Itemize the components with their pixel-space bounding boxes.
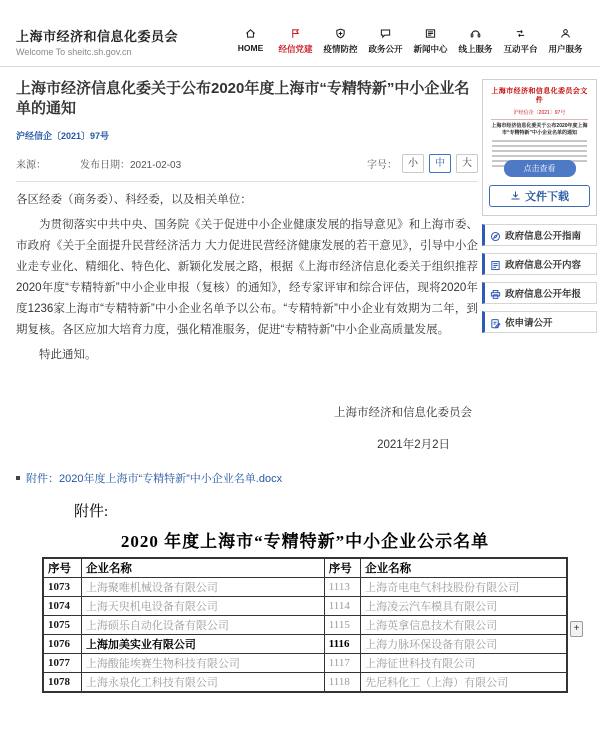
font-size-small-button[interactable]: 小 [402, 154, 424, 173]
table-row [43, 578, 567, 597]
row-no-left: 1077 [43, 654, 81, 673]
file-download-button[interactable] [489, 185, 590, 207]
company-name-right: 上海凌云汽车模具有限公司 [361, 597, 567, 616]
party-flag-icon [273, 28, 318, 41]
sidebar-link[interactable] [482, 311, 597, 333]
nav-item-label: 线上服务 [458, 44, 493, 54]
document-preview[interactable] [489, 87, 590, 167]
nav-item[interactable] [228, 28, 273, 55]
col-header-no-left: 序号 [43, 558, 81, 578]
main-nav [228, 28, 588, 55]
preview-text-line [492, 140, 587, 142]
table-row [43, 616, 567, 635]
signature-date: 2021年2月2日 [377, 439, 450, 451]
table-row [43, 597, 567, 616]
font-size-label: 字号： [367, 160, 397, 171]
sidebar-link-label: 政府信息公开年报 [505, 289, 582, 300]
apply-edit-icon [490, 316, 501, 328]
sidebar-link[interactable] [482, 282, 597, 304]
nav-item[interactable] [273, 28, 318, 55]
row-no-left: 1073 [43, 578, 81, 597]
table-title: 2020 年度上海市“专精特新”中小企业公示名单 [120, 532, 490, 551]
table-row [43, 635, 567, 654]
epidemic-shield-icon [318, 28, 363, 41]
row-no-left: 1076 [43, 635, 81, 654]
company-name-left: 上海酸能埃赛生物科技有限公司 [81, 654, 324, 673]
article-body [16, 190, 478, 366]
sidebar-link-label: 政府信息公开指南 [505, 231, 582, 242]
attachment-section [0, 500, 600, 693]
signature-block [16, 404, 478, 452]
sidebar [482, 79, 597, 486]
compass-icon [490, 229, 501, 241]
headset-icon [453, 28, 498, 41]
row-no-right: 1117 [324, 654, 360, 673]
sidebar-links [482, 224, 597, 333]
company-name-left: 上海加美实业有限公司 [81, 635, 324, 654]
font-size-medium-button[interactable]: 中 [429, 154, 451, 173]
view-document-button[interactable]: 点击查看 [504, 160, 576, 177]
col-header-name-left: 企业名称 [81, 558, 324, 578]
font-size-switch [367, 154, 478, 173]
nav-item[interactable] [498, 28, 543, 55]
company-name-left: 上海天臾机电设备有限公司 [81, 597, 324, 616]
nav-item-label: 疫情防控 [323, 44, 358, 54]
preview-rule [491, 119, 588, 120]
site-welcome: Welcome To sheitc.sh.gov.cn [16, 47, 132, 57]
nav-item[interactable] [408, 28, 453, 55]
col-header-name-right: 企业名称 [361, 558, 567, 578]
preview-doc-header: 上海市经济和信息化委员会文件 [491, 88, 588, 104]
publish-date: 发布日期：2021-02-03 [80, 160, 182, 171]
home-icon [228, 28, 273, 41]
preview-doc-title: 上海市经济信息化委关于公布2020年度上海市“专精特新”中小企业名单的通知 [491, 123, 588, 136]
nav-item-label: 政务公开 [368, 44, 403, 54]
row-no-right: 1115 [324, 616, 360, 635]
preview-text-line [492, 145, 587, 147]
preview-text-line [492, 150, 587, 152]
bullet-icon [16, 476, 20, 480]
source-label: 来源： [16, 160, 46, 171]
company-name-right: 上海征世科技有限公司 [361, 654, 567, 673]
company-name-left: 上海永泉化工科技有限公司 [81, 673, 324, 693]
nav-item[interactable] [453, 28, 498, 55]
nav-item-label: 互动平台 [503, 44, 538, 54]
font-size-large-button[interactable]: 大 [456, 154, 478, 173]
nav-item[interactable] [543, 28, 588, 55]
article-paragraph: 为贯彻落实中共中央、国务院《关于促进中小企业健康发展的指导意见》和上海市委、市政府《关于全面提升民营经济活力 大力促进民营经济健康发展的若干意见》，引导中小企业走专业化、精细化、特色化、新颖化发展之路，根据《上海市经济信息化委关于组织推荐2020年度“专精特新”中小企业申报（复核）的通知》，经专家评审和综合评估，现将2020年度1236家上海市“专精特新”中小企业名单予以公布。“专精特新”中小企业有效期为二年，到期复核。各区应加大培育力度，强化精准服务，促进“专精特新”中小企业高质量发展。 [16, 219, 478, 336]
user-icon [543, 28, 588, 41]
meta-divider [16, 181, 478, 182]
nav-item-label: HOME [237, 43, 264, 53]
company-name-right: 上海英拿信息技术有限公司 [361, 616, 567, 635]
nav-item-label: 新闻中心 [413, 44, 448, 54]
page-title: 上海市经济信息化委关于公布2020年度上海市“专精特新”中小企业名单的通知 [16, 80, 470, 117]
doc-number: 沪经信企〔2021〕97号 [16, 131, 110, 141]
attachment-table-wrap [42, 527, 580, 693]
company-name-right: 先尼科化工（上海）有限公司 [361, 673, 567, 693]
article [16, 75, 478, 486]
signature-org: 上海市经济和信息化委员会 [334, 407, 472, 419]
row-no-left: 1075 [43, 616, 81, 635]
attachment-link-row [16, 470, 478, 486]
attachment-label: 附件: [74, 504, 109, 520]
printer-icon [490, 287, 501, 299]
interact-arrows-icon [498, 28, 543, 41]
row-no-right: 1113 [324, 578, 360, 597]
article-paragraph: 特此通知。 [39, 349, 97, 361]
row-no-right: 1114 [324, 597, 360, 616]
site-name: 上海市经济和信息化委员会 [16, 29, 179, 44]
article-paragraph: 各区经委（商务委）、科经委，以及相关单位： [16, 194, 252, 206]
company-roster-table [42, 557, 568, 693]
speech-bubble-icon [363, 28, 408, 41]
company-name-right: 上海力脉环保设备有限公司 [361, 635, 567, 654]
nav-item[interactable] [363, 28, 408, 55]
nav-item-label: 经信党建 [278, 44, 313, 54]
top-bar [0, 26, 600, 57]
download-icon [510, 190, 521, 202]
row-no-right: 1118 [324, 673, 360, 693]
company-name-left: 上海聚唯机械设备有限公司 [81, 578, 324, 597]
doc-list-icon [490, 258, 501, 270]
sidebar-link-label: 依申请公开 [505, 318, 553, 329]
site-logo[interactable] [16, 26, 178, 57]
sidebar-link[interactable] [482, 224, 597, 246]
nav-item-label: 用户服务 [548, 44, 583, 54]
preview-text-line [492, 155, 587, 157]
document-preview-card [482, 79, 597, 216]
table-row [43, 673, 567, 693]
sidebar-link[interactable] [482, 253, 597, 275]
company-name-right: 上海奇电电气科技股份有限公司 [361, 578, 567, 597]
expand-button[interactable]: + [570, 621, 583, 637]
meta-row [16, 154, 478, 173]
table-header-row [43, 558, 567, 578]
nav-item[interactable] [318, 28, 363, 55]
col-header-no-right: 序号 [324, 558, 360, 578]
row-no-right: 1116 [324, 635, 360, 654]
attachment-download-link[interactable]: 附件：2020年度上海市“专精特新”中小企业名单.docx [26, 473, 283, 485]
preview-doc-number: 沪经信企〔2021〕97号 [513, 110, 566, 116]
newspaper-icon [408, 28, 453, 41]
row-no-left: 1074 [43, 597, 81, 616]
content-area [0, 67, 600, 486]
file-download-label: 文件下载 [525, 191, 569, 203]
company-name-left: 上海硕乐自动化设备有限公司 [81, 616, 324, 635]
sidebar-link-label: 政府信息公开内容 [505, 260, 582, 271]
table-row [43, 654, 567, 673]
row-no-left: 1078 [43, 673, 81, 693]
